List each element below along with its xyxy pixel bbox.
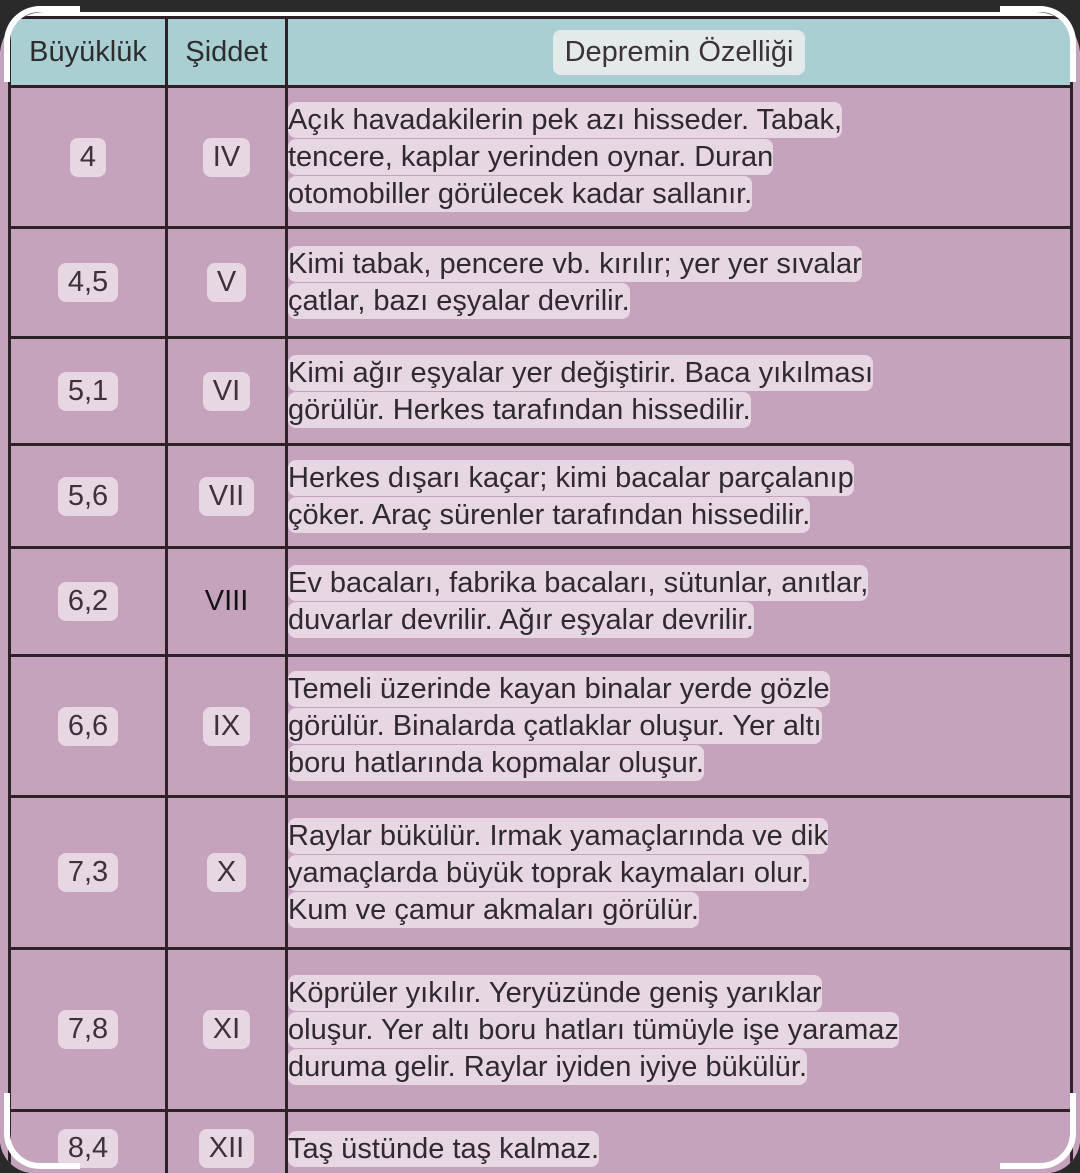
magnitude-cell [10, 338, 167, 445]
intensity-cell [167, 87, 287, 228]
description-cell [287, 338, 1072, 445]
magnitude-value: 8,4 [58, 1129, 118, 1168]
table-row [10, 445, 1072, 548]
intensity-value: X [207, 853, 246, 892]
table-body [10, 87, 1072, 1173]
magnitude-cell [10, 87, 167, 228]
description-line: Temeli üzerinde kayan binalar yerde gözle [288, 673, 830, 705]
intensity-cell [167, 797, 287, 949]
header-intensity-label: Şiddet [185, 35, 268, 68]
description-line: Kum ve çamur akmaları görülür. [288, 893, 699, 926]
description-line: Açık havadakilerin pek azı hisseder. Tabak, [288, 104, 843, 136]
intensity-value: V [207, 263, 246, 302]
magnitude-value: 7,3 [58, 853, 118, 892]
description-cell [287, 548, 1072, 656]
header-row [10, 18, 1072, 87]
intensity-cell [167, 1111, 287, 1173]
description-line: tencere, kaplar yerinden oynar. Duran [288, 141, 774, 173]
intensity-value: VIII [204, 585, 249, 617]
magnitude-value: 6,6 [58, 707, 118, 746]
description-cell [287, 1111, 1072, 1173]
table-row [10, 87, 1072, 228]
crop-corner-bottom-left[interactable] [4, 1093, 80, 1169]
description-line: yamaçlarda büyük toprak kaymaları olur. [288, 856, 809, 889]
description-line: Kimi tabak, pencere vb. kırılır; yer yer sıvalar [288, 248, 862, 280]
intensity-cell [167, 228, 287, 338]
magnitude-value: 4 [70, 138, 106, 177]
description-line: Taş üstünde taş kalmaz. [288, 1132, 600, 1165]
header-magnitude-label: Büyüklük [29, 35, 147, 68]
earthquake-table [8, 16, 1073, 1173]
crop-corner-top-right[interactable] [1000, 6, 1076, 82]
description-line: Raylar bükülür. Irmak yamaçlarında ve dik [288, 819, 828, 852]
description-line: Ev bacaları, fabrika bacaları, sütunlar, anıtlar, [288, 567, 869, 599]
table-header [10, 18, 1072, 87]
intensity-value: XII [199, 1129, 254, 1168]
magnitude-cell [10, 949, 167, 1111]
description-line: duruma gelir. Raylar iyiden iyiye bükülür. [288, 1050, 808, 1083]
magnitude-value: 5,6 [58, 477, 118, 516]
intensity-value: IV [203, 138, 250, 177]
intensity-value: XI [203, 1010, 250, 1049]
intensity-value: VI [203, 372, 250, 411]
description-cell [287, 445, 1072, 548]
description-cell [287, 656, 1072, 797]
intensity-cell [167, 548, 287, 656]
intensity-value: IX [203, 707, 250, 746]
magnitude-value: 6,2 [58, 582, 118, 621]
description-line: çöker. Araç sürenler tarafından hissedilir. [288, 498, 811, 531]
table-row [10, 797, 1072, 949]
magnitude-cell [10, 548, 167, 656]
image-card [0, 12, 1080, 1173]
description-line: oluşur. Yer altı boru hatları tümüyle işe yaramaz [288, 1013, 899, 1046]
header-intensity [167, 18, 287, 87]
description-cell [287, 797, 1072, 949]
description-line: otomobiller görülecek kadar sallanır. [288, 178, 753, 210]
table-row [10, 228, 1072, 338]
description-line: çatlar, bazı eşyalar devrilir. [288, 285, 630, 317]
magnitude-cell [10, 656, 167, 797]
magnitude-cell [10, 445, 167, 548]
description-line: görülür. Herkes tarafından hissedilir. [288, 393, 751, 426]
description-cell [287, 228, 1072, 338]
table-row [10, 1111, 1072, 1173]
description-cell [287, 949, 1072, 1111]
header-description-label: Depremin Özelliği [553, 30, 806, 75]
description-line: Köprüler yıkılır. Yeryüzünde geniş yarıklar [288, 976, 822, 1009]
intensity-cell [167, 949, 287, 1111]
magnitude-value: 7,8 [58, 1010, 118, 1049]
magnitude-value: 5,1 [58, 372, 118, 411]
description-line: görülür. Binalarda çatlaklar oluşur. Yer altı [288, 710, 822, 742]
magnitude-cell [10, 797, 167, 949]
header-description [287, 18, 1072, 87]
table-sheet [0, 16, 1080, 1173]
magnitude-value: 4,5 [58, 263, 118, 302]
magnitude-cell [10, 228, 167, 338]
description-line: duvarlar devrilir. Ağır eşyalar devrilir. [288, 604, 754, 636]
description-line: Kimi ağır eşyalar yer değiştirir. Baca yıkılması [288, 356, 874, 389]
table-row [10, 338, 1072, 445]
description-line: Herkes dışarı kaçar; kimi bacalar parçalanıp [288, 461, 854, 494]
description-cell [287, 87, 1072, 228]
description-line: boru hatlarında kopmalar oluşur. [288, 747, 704, 779]
table-row [10, 656, 1072, 797]
table-row [10, 949, 1072, 1111]
intensity-cell [167, 656, 287, 797]
intensity-cell [167, 445, 287, 548]
intensity-value: VII [199, 477, 254, 516]
table-row [10, 548, 1072, 656]
crop-corner-bottom-right[interactable] [1000, 1093, 1076, 1169]
intensity-cell [167, 338, 287, 445]
crop-corner-top-left[interactable] [4, 6, 80, 82]
